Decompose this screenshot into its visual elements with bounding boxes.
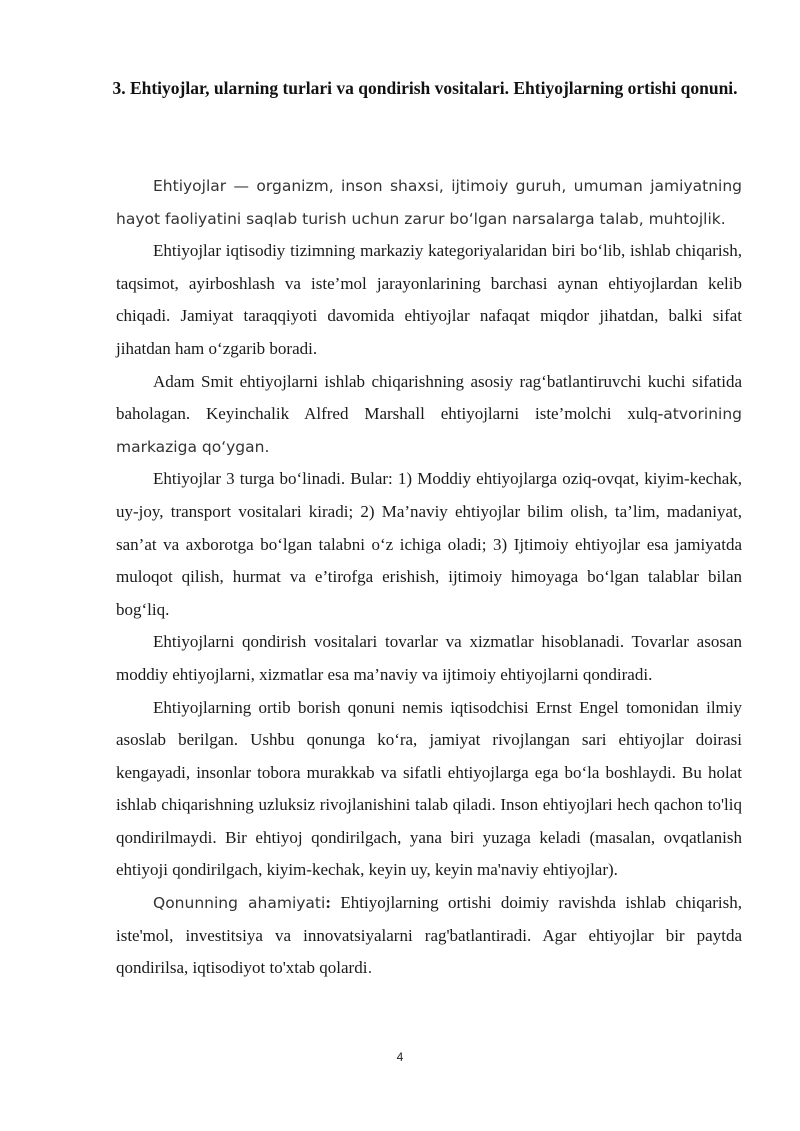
- page-number: 4: [396, 1050, 404, 1064]
- smith-marshall-text: Adam Smit ehtiyojlarni ishlab chiqarishning asosiy rag‘batlantiruvchi kuchi sifatida baholagan. Keyinchalik Alfred Marshall ehtiyojlarni iste’molchi xulq-: [116, 371, 742, 424]
- smith-marshall-tail: atvorining markaziga qo‘ygan.: [116, 405, 742, 456]
- document-body: [116, 170, 742, 985]
- paragraph-means: Ehtiyojlarni qondirish vositalari tovarlar va xizmatlar hisoblanadi. Tovarlar asosan moddiy ehtiyojlarni, xizmatlar esa ma’naviy va ijtimoiy ehtiyojlarni qondiradi.: [116, 632, 742, 684]
- paragraph-definition: [116, 170, 742, 235]
- definition-text: — organizm, inson shaxsi, ijtimoiy guruh, umuman jamiyatning hayot faoliyatini saqlab turish uchun zarur bo‘lgan narsalarga talab, muhtojlik.: [116, 177, 742, 228]
- paragraph-smith-marshall: [116, 366, 742, 464]
- significance-term: Qonunning ahamiyati: [153, 894, 326, 913]
- significance-end: .: [367, 959, 373, 978]
- term-ehtiyojlar: Ehtiyojlar: [153, 177, 227, 195]
- paragraph-engel-law: Ehtiyojlarning ortib borish qonuni nemis iqtisodchisi Ernst Engel tomonidan ilmiy asoslab berilgan. Ushbu qonunga ko‘ra, jamiyat rivojlangan sari ehtiyojlar doirasi kengayadi, insonlar tobora murakkab va sifatli ehtiyojlarga ega bo‘la boshlaydi. Bu holat ishlab chiqarishning uzluksiz rivojlanishini talab qiladi. Inson ehtiyojlari hech qachon to'liq qondirilmaydi. Bir ehtiyoj qondirilgach, yana biri yuzaga keladi (masalan, ovqatlanish ehtiyoji qondirilgach, kiyim-kechak, keyin uy, keyin ma'naviy ehtiyojlar).: [116, 697, 742, 880]
- significance-colon: :: [325, 893, 331, 913]
- paragraph-significance: [116, 887, 742, 985]
- significance-text: Ehtiyojlarning ortishi doimiy ravishda ishlab chiqarish, iste'mol, investitsiya va innovatsiyalarni rag'batlantiradi. Agar ehtiyojlar bir paytda qondirilsa, iqtisodiyot to'xtab qolardi: [116, 893, 742, 978]
- paragraph-economic-category: Ehtiyojlar iqtisodiy tizimning markaziy kategoriyalaridan biri bo‘lib, ishlab chiqarish, taqsimot, ayirboshlash va iste’mol jarayonlarining barchasi aynan ehtiyojlardan kelib chiqadi. Jamiyat taraqqiyoti davomida ehtiyojlar nafaqat miqdor jihatdan, balki sifat jihatdan ham o‘zgarib boradi.: [116, 241, 742, 358]
- paragraph-types: Ehtiyojlar 3 turga bo‘linadi. Bular: 1) Moddiy ehtiyojlarga oziq-ovqat, kiyim-kechak, uy-joy, transport vositalari kiradi; 2) Ma’naviy ehtiyojlar bilim olish, ta’lim, madaniyat, san’at va axborotga bo‘lgan talabni o‘z ichiga oladi; 3) Ijtimoiy ehtiyojlar esa jamiyatda muloqot qilish, hurmat va e’tirofga erishish, ijtimoiy himoyaga bo‘lgan talablar bilan bog‘liq.: [116, 469, 742, 619]
- section-heading: 3. Ehtiyojlar, ularning turlari va qondirish vositalari. Ehtiyojlarning ortishi qonuni.: [112, 78, 738, 98]
